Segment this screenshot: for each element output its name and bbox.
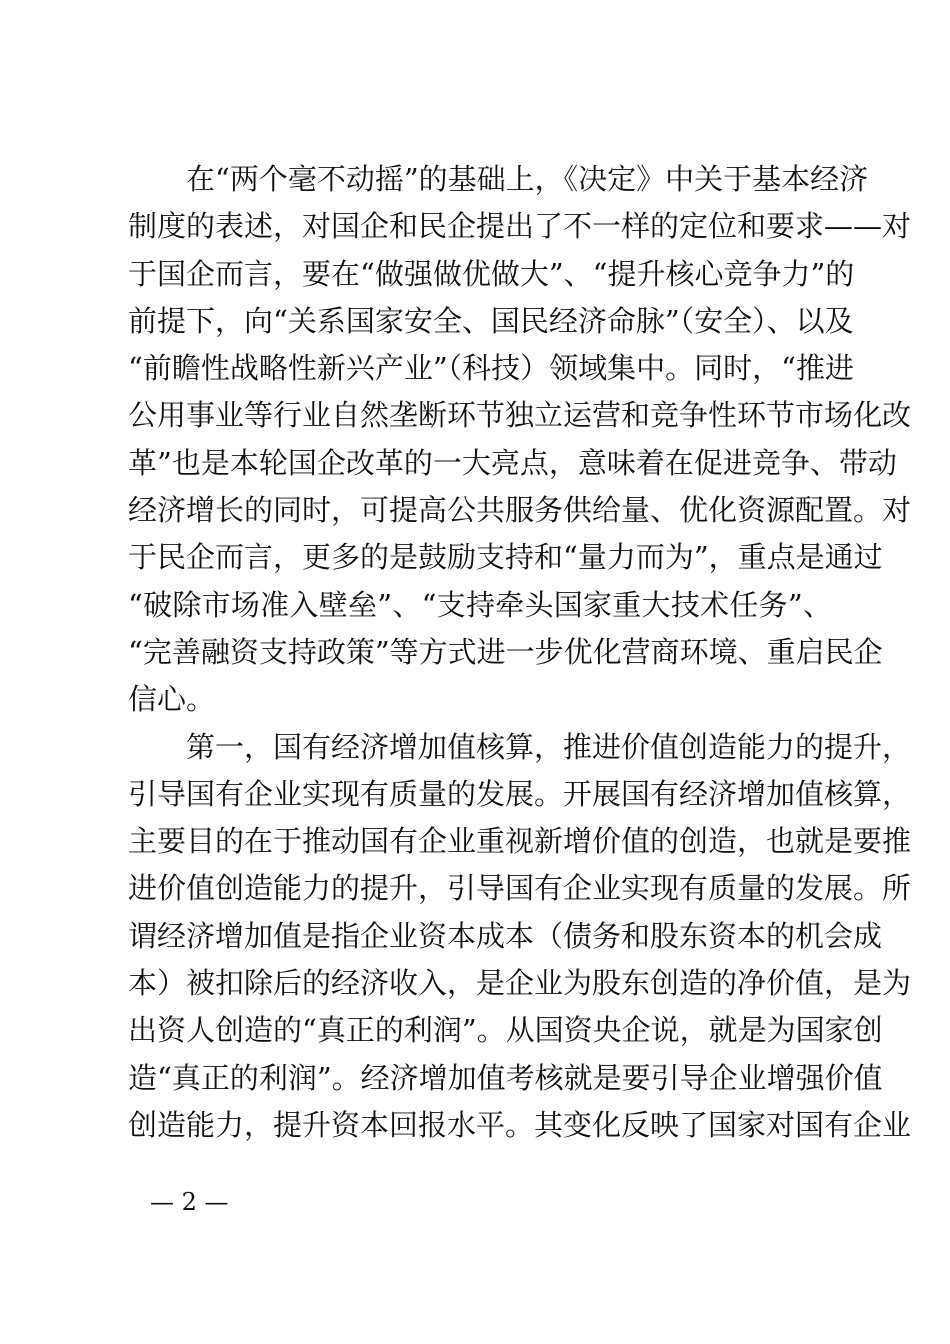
text-line: 公用事业等行业自然垄断环节独立运营和竞争性环节市场化改 (128, 398, 912, 433)
text-line: “前瞻性战略性新兴产业”（科技）领域集中。同时，“推进 (128, 351, 854, 386)
text-line: 革”也是本轮国企改革的一大亮点，意味着在促进竞争、带动 (128, 445, 897, 480)
text-line: 造“真正的利润”。经济增加值考核就是要引导企业增强价值 (128, 1060, 883, 1095)
text-line: 制度的表述，对国企和民企提出了不一样的定位和要求——对 (128, 209, 912, 244)
text-line: 引导国有企业实现有质量的发展。开展国有经济增加值核算， (128, 776, 912, 811)
text-line: 本）被扣除后的经济收入，是企业为股东创造的净价值，是为 (128, 966, 912, 1001)
text-line: 信心。 (128, 682, 216, 717)
text-line: “完善融资支持政策”等方式进一步优化营商环境、重启民企 (128, 634, 883, 669)
text-line: 进价值创造能力的提升，引导国有企业实现有质量的发展。所 (128, 871, 912, 906)
text-line: 出资人创造的“真正的利润”。从国资央企说，就是为国家创 (128, 1013, 883, 1048)
text-line: 经济增长的同时，可提高公共服务供给量、优化资源配置。对 (128, 493, 912, 528)
page-number: — 2 — (150, 1188, 229, 1216)
text-line: 前提下，向“关系国家安全、国民经济命脉”（安全）、以及 (128, 303, 854, 338)
paragraph-2 (128, 724, 912, 1150)
body-text (128, 156, 912, 1149)
text-line: “破除市场准入壁垒”、“支持牵头国家重大技术任务”、 (128, 587, 832, 622)
paragraph-1 (128, 156, 912, 724)
text-line: 创造能力，提升资本回报水平。其变化反映了国家对国有企业 (128, 1107, 912, 1142)
text-line: 于民企而言，更多的是鼓励支持和“量力而为”，重点是通过 (128, 540, 883, 575)
text-line: 于国企而言，要在“做强做优做大”、“提升核心竞争力”的 (128, 256, 855, 291)
text-line: 主要目的在于推动国有企业重视新增价值的创造，也就是要推 (128, 824, 912, 859)
text-line: 第一，国有经济增加值核算，推进价值创造能力的提升， (186, 729, 912, 764)
text-line: 在“两个毫不动摇”的基础上，《决定》中关于基本经济 (186, 162, 869, 196)
text-line: 谓经济增加值是指企业资本成本（债务和股东资本的机会成 (128, 918, 883, 953)
